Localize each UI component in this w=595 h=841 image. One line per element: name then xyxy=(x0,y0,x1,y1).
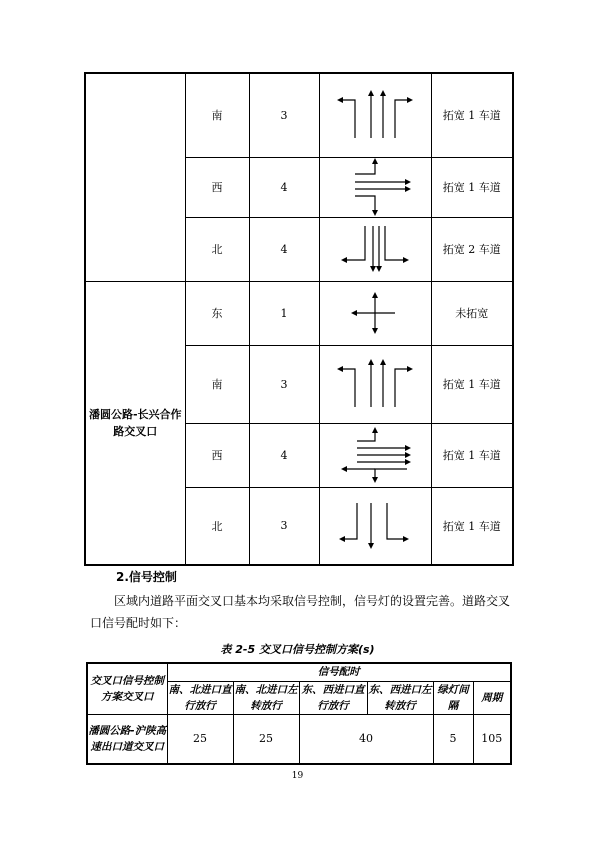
direction-cell: 东 xyxy=(185,281,249,345)
page-number: 19 xyxy=(291,771,304,781)
direction-cell: 西 xyxy=(185,157,249,217)
header-timing: 信号配时 xyxy=(167,663,511,681)
value-green-gap: 5 xyxy=(433,714,473,764)
signal-table xyxy=(86,662,512,765)
lane-arrows-east-icon xyxy=(345,290,405,336)
row-junction-name: 潘圆公路-沪陕高速出口道交叉口 xyxy=(87,714,167,764)
lane-arrows-north-icon xyxy=(335,224,415,274)
value-ew: 40 xyxy=(299,714,433,764)
header-ew-straight: 东、西进口直行放行 xyxy=(299,681,367,714)
lane-arrows-north-icon xyxy=(335,501,415,551)
table-row xyxy=(85,73,513,157)
header-plan: 交叉口信号控制方案交叉口 xyxy=(87,663,167,714)
lane-arrows-cell xyxy=(319,423,431,487)
lane-arrows-cell xyxy=(319,281,431,345)
lane-count-cell: 1 xyxy=(249,281,319,345)
note-cell: 拓宽 1 车道 xyxy=(431,157,513,217)
table-row xyxy=(87,663,511,681)
paragraph-line: 区域内道路平面交叉口基本均采取信号控制，信号灯的设置完善。道路交叉 xyxy=(114,594,511,608)
lane-arrows-south-icon xyxy=(335,90,415,140)
lane-count-cell: 4 xyxy=(249,217,319,281)
value-ns-straight: 25 xyxy=(167,714,233,764)
value-ns-left: 25 xyxy=(233,714,299,764)
header-ns-left: 南、北进口左转放行 xyxy=(233,681,299,714)
note-cell: 拓宽 1 车道 xyxy=(431,73,513,157)
lane-count-cell: 3 xyxy=(249,487,319,565)
lane-count-cell: 3 xyxy=(249,73,319,157)
note-cell: 拓宽 1 车道 xyxy=(431,423,513,487)
table-row xyxy=(87,714,511,764)
lane-arrows-cell xyxy=(319,157,431,217)
lane-count-cell: 3 xyxy=(249,345,319,423)
lane-arrows-west-icon xyxy=(335,158,415,216)
section-title: 2.信号控制 xyxy=(116,570,177,584)
direction-cell: 南 xyxy=(185,73,249,157)
lane-arrows-cell xyxy=(319,487,431,565)
lane-arrows-west-icon xyxy=(335,427,415,483)
junction-name: 潘圆公路-长兴合作路交叉口 xyxy=(85,281,185,565)
note-cell: 拓宽 1 车道 xyxy=(431,487,513,565)
header-ew-left: 东、西进口左转放行 xyxy=(367,681,433,714)
note-cell: 拓宽 2 车道 xyxy=(431,217,513,281)
direction-cell: 西 xyxy=(185,423,249,487)
table-caption: 表 2-5 交叉口信号控制方案(s) xyxy=(220,643,375,656)
header-cycle: 周期 xyxy=(473,681,511,714)
lane-arrows-south-icon xyxy=(335,359,415,409)
lane-table xyxy=(84,72,514,566)
direction-cell: 北 xyxy=(185,487,249,565)
lane-arrows-cell xyxy=(319,345,431,423)
note-cell: 拓宽 1 车道 xyxy=(431,345,513,423)
lane-count-cell: 4 xyxy=(249,157,319,217)
direction-cell: 北 xyxy=(185,217,249,281)
table-row xyxy=(85,281,513,345)
direction-cell: 南 xyxy=(185,345,249,423)
junction-name xyxy=(85,73,185,281)
lane-arrows-cell xyxy=(319,73,431,157)
value-cycle: 105 xyxy=(473,714,511,764)
lane-count-cell: 4 xyxy=(249,423,319,487)
lane-arrows-cell xyxy=(319,217,431,281)
note-cell: 未拓宽 xyxy=(431,281,513,345)
header-green-gap: 绿灯间隔 xyxy=(433,681,473,714)
header-ns-straight: 南、北进口直行放行 xyxy=(167,681,233,714)
paragraph-line: 口信号配时如下： xyxy=(90,616,187,630)
